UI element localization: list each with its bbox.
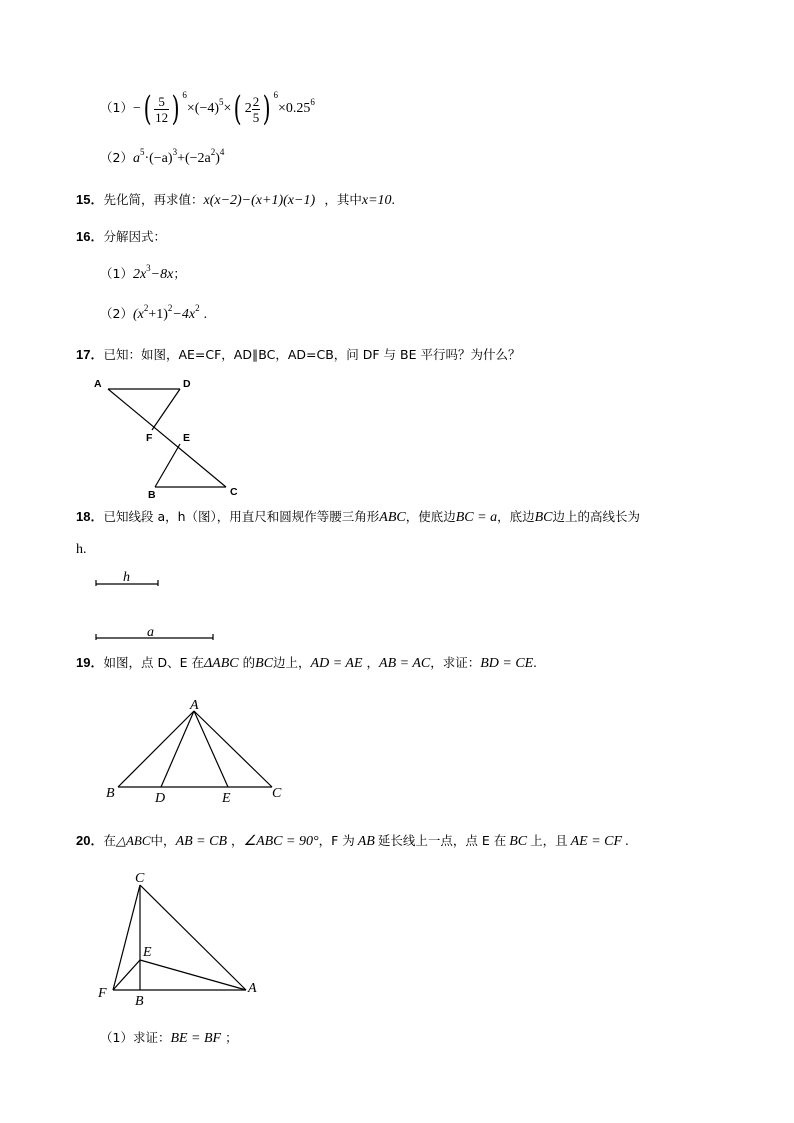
question-15: 15．先化简，再求值：x(x−2)−(x+1)(x−1) ，其中x=10.	[76, 192, 396, 208]
label-A: A	[248, 981, 257, 996]
question-18: 18．已知线段 a，h（图），用直尺和圆规作等腰三角形ABC，使底边BC = a，底边BC边上的高线长为	[76, 509, 641, 525]
question-19: 19．如图，点 D、E 在ΔABC 的BC边上，AD = AE ，AB = AC，求证：BD = CE.	[76, 655, 537, 671]
label-C: C	[230, 486, 238, 498]
segment-h-label: h	[123, 570, 130, 585]
label-F: F	[98, 986, 107, 1001]
q18-line2: h.	[76, 542, 87, 557]
question-20: 20．在△ABC中，AB = CB ，∠ABC = 90°，F 为 AB 延长线上一点，点 E 在 BC 上，且 AE = CF .	[76, 833, 629, 849]
label-B: B	[135, 994, 144, 1009]
segment-a-label: a	[147, 625, 154, 640]
question-16: 16．分解因式：	[76, 229, 166, 244]
q14-part2: $(2)a^5\cdot(-a)^3+(-2a^2)^4$	[100, 147, 225, 166]
label-B: B	[148, 489, 156, 501]
q16-part2: $(2)(x^2+1)^2-4x^2$ .	[100, 303, 208, 322]
label-D: D	[155, 791, 166, 806]
label-C: C	[135, 871, 145, 886]
label-E: E	[183, 432, 191, 444]
label-A: A	[190, 698, 199, 713]
label-A: A	[94, 378, 102, 390]
label-E: E	[143, 945, 152, 960]
fraction-2-5: $\frac{2}{5}$	[252, 93, 260, 125]
q20-part1: （1）求证：BE = BF ；	[100, 1030, 238, 1046]
fraction-5-12: $\frac{5}{12}$	[155, 93, 169, 125]
label-D: D	[183, 378, 191, 390]
label-F: F	[146, 432, 153, 444]
label-E: E	[222, 791, 231, 806]
q16-part1: $(1)2x^3-8x$；	[100, 263, 186, 282]
label-B: B	[106, 786, 115, 801]
label-C: C	[272, 786, 282, 801]
question-17: 17．已知：如图，AE=CF，AD∥BC，AD=CB，问 DF 与 BE 平行吗？为什么？	[76, 347, 521, 362]
q14-part1: （1）−( $\frac{5}{12}$ ) $^6\times(-4)^5\times$( 2 $\frac{2}{5}$ ) $^6\times 0.25^6$	[100, 89, 315, 130]
